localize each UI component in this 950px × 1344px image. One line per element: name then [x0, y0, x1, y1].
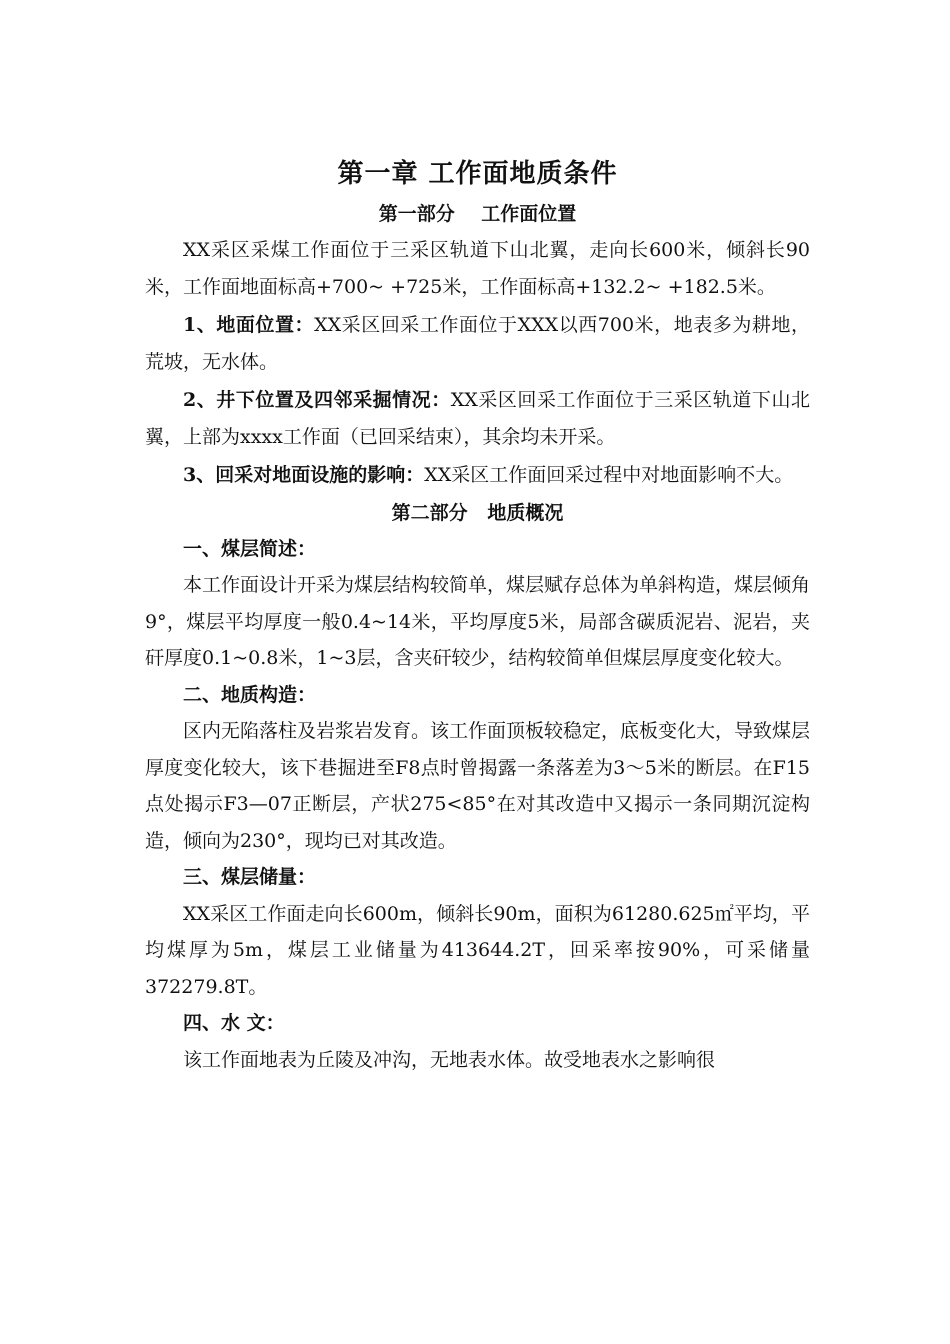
- item2-text: XX采区回采工作面位于三采区轨道下山北翼，上部为xxxx工作面（已回采结束），其余均未开采。: [145, 389, 810, 448]
- item3-text: XX采区工作面回采过程中对地面影响不大。: [424, 464, 794, 486]
- part1-title: 第一部分 工作面位置: [378, 203, 577, 225]
- chapter-title: 第一章 工作面地质条件: [337, 159, 618, 189]
- document-body: [145, 152, 810, 1078]
- section1-paragraph: 本工作面设计开采为煤层结构较简单，煤层赋存总体为单斜构造，煤层倾角9°，煤层平均厚度一般0.4~14米，平均厚度5米，局部含碳质泥岩、泥岩，夹矸厚度0.1~0.8米，1~3层，含夹矸较少，结构较简单但煤层厚度变化较大。: [145, 574, 811, 669]
- section3-heading: 三、煤层储量：: [183, 866, 317, 888]
- part2-title: 第二部分 地质概况: [391, 501, 564, 524]
- section2-heading: 二、地质构造：: [183, 683, 317, 706]
- item2-paragraph: [145, 382, 810, 455]
- item1-label: 1、地面位置：: [183, 314, 315, 336]
- item3-paragraph: [145, 457, 810, 494]
- item1-text: XX采区回采工作面位于XXX以西700米，地表多为耕地，荒坡，无水体。: [145, 314, 810, 373]
- section4-paragraph: 该工作面地表为丘陵及冲沟，无地表水体。故受地表水之影响很: [183, 1048, 716, 1071]
- item2-label: 2、井下位置及四邻采掘情况：: [183, 389, 451, 411]
- item3-label: 3、回采对地面设施的影响：: [183, 464, 425, 486]
- section1-heading: 一、煤层简述：: [183, 537, 317, 560]
- part1-intro-paragraph: XX采区采煤工作面位于三采区轨道下山北翼，走向长600米，倾斜长90米，工作面地面标高+700~ +725米，工作面标高+132.2~ +182.5米。: [145, 239, 810, 298]
- item1-paragraph: [145, 307, 810, 380]
- section2-paragraph: 区内无陷落柱及岩浆岩发育。该工作面顶板较稳定，底板变化大，导致煤层厚度变化较大，该下巷掘进至F8点时曾揭露一条落差为3～5米的断层。在F15点处揭示F3—07正断层，产状275<85°在对其改造中又揭示一条同期沉淀构造，倾向为230°，现均已对其改造。: [145, 720, 811, 852]
- section3-paragraph: XX采区工作面走向长600m，倾斜长90m，面积为61280.625㎡平均，平均煤厚为5m，煤层工业储量为413644.2T，回采率按90%，可采储量372279.8T。: [145, 902, 810, 998]
- section4-heading: 四、水 文：: [183, 1012, 285, 1034]
